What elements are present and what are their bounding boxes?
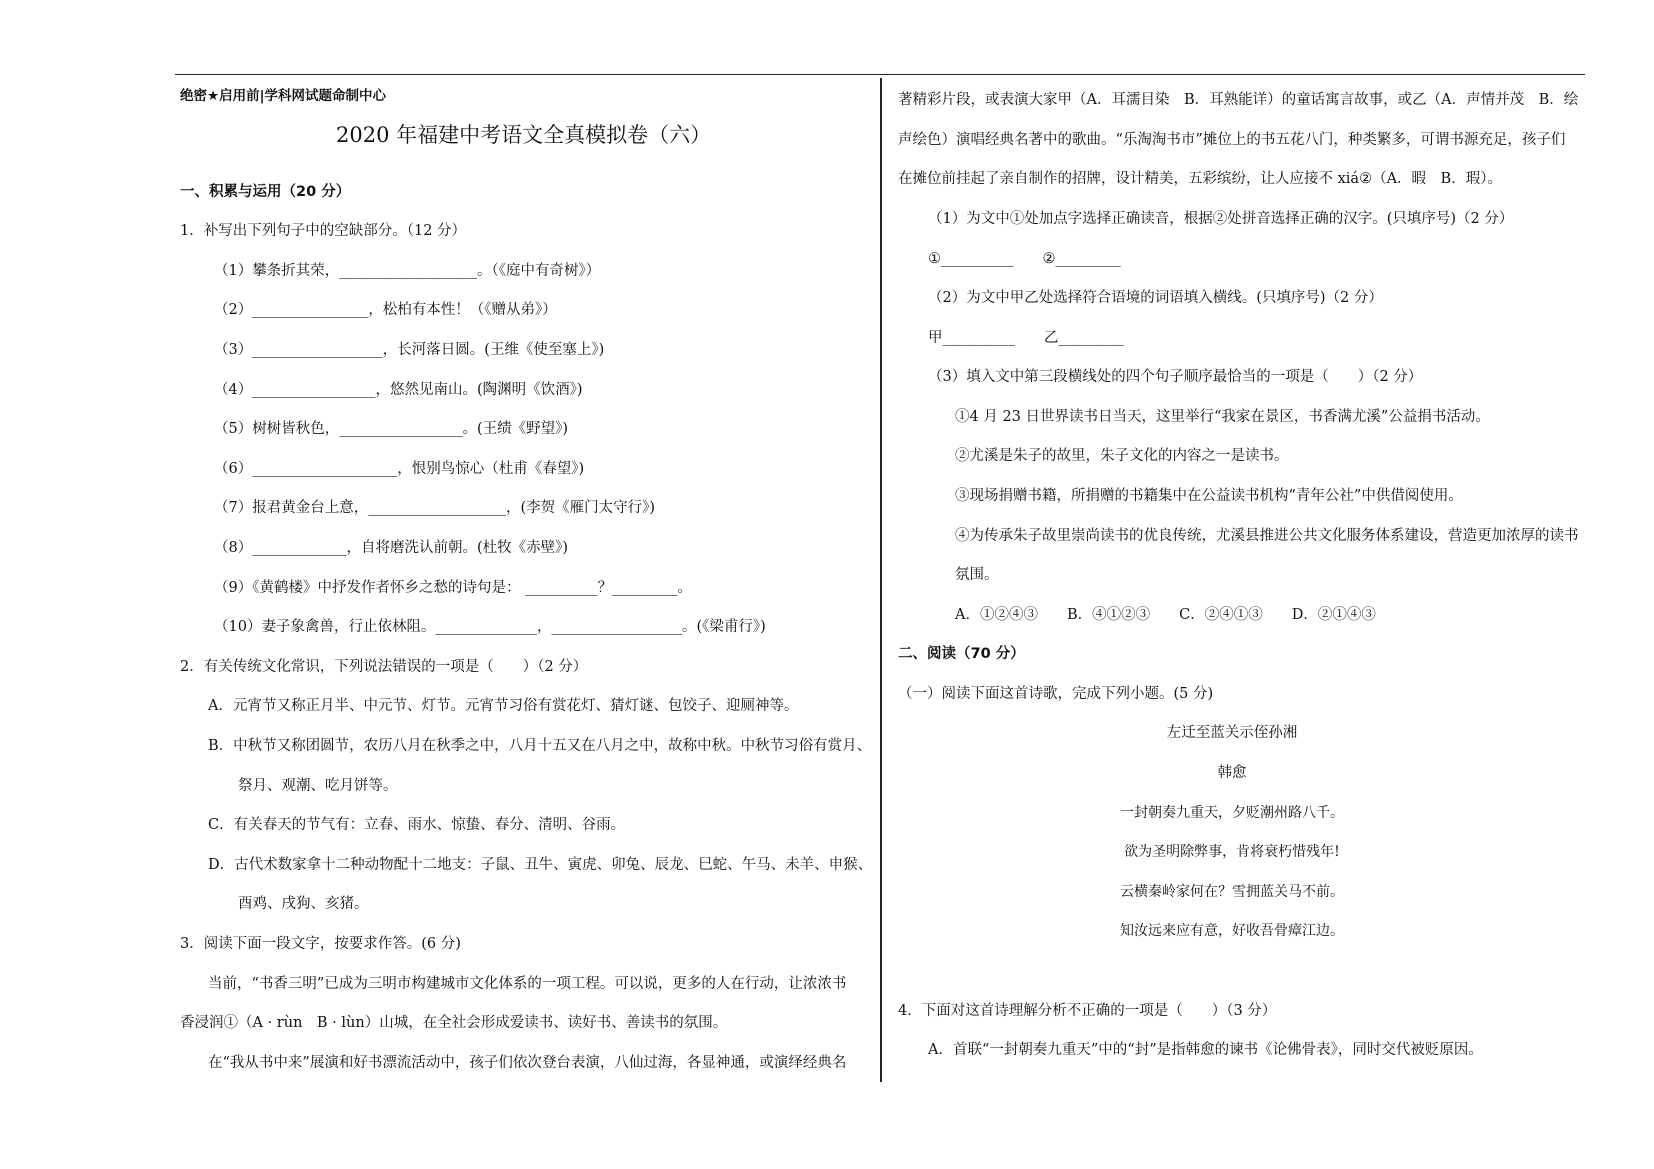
sentence-item: ③现场捐赠书籍，所捐赠的书籍集中在公益读书机构“青年公社”中供借阅使用。 bbox=[955, 488, 1463, 504]
poem-title: 左迁至蓝关示侄孙湘 bbox=[1166, 725, 1298, 741]
page-title: 2020 年福建中考语文全真模拟卷（六） bbox=[336, 123, 712, 147]
q3-passage-line: 著精彩片段，或表演大家甲（A．耳濡目染 B．耳熟能详）的童话寓言故事，或乙（A．声情并茂 B．绘 bbox=[898, 92, 1579, 108]
q3-sub1-blanks: ①__________ ②_________ bbox=[928, 251, 1121, 267]
section-2-heading: 二、阅读（70 分） bbox=[898, 646, 1025, 662]
q1-item: （7）报君黄金台上意，___________________，(李贺《雁门太守行》) bbox=[214, 500, 656, 516]
q3-passage-line: 当前，“书香三明”已成为三明市构建城市文化体系的一项工程。可以说，更多的人在行动，让浓浓书 bbox=[208, 976, 847, 992]
q2-option-cont: 祭月、观潮、吃月饼等。 bbox=[238, 778, 398, 794]
q2-option: A．元宵节又称正月半、中元节、灯节。元宵节习俗有赏花灯、猜灯谜、包饺子、迎厕神等。 bbox=[208, 698, 799, 714]
header-rule bbox=[175, 74, 1585, 75]
part-1-heading: （一）阅读下面这首诗歌，完成下列小题。(5 分) bbox=[898, 686, 1214, 702]
q1-item: （5）树树皆秋色，_________________。(王绩《野望》) bbox=[214, 421, 569, 437]
column-divider bbox=[880, 78, 882, 1082]
q3-passage-line: 在“我从书中来”展演和好书漂流活动中，孩子们依次登台表演，八仙过海，各显神通，或演绎经典名 bbox=[208, 1055, 847, 1071]
q3-sub2-blanks: 甲__________ 乙_________ bbox=[928, 330, 1124, 346]
q2-option-cont: 酉鸡、戌狗、亥猪。 bbox=[238, 896, 369, 912]
q1-item: （8）_____________，自将磨洗认前朝。(杜牧《赤壁》) bbox=[214, 540, 569, 556]
sentence-item: ④为传承朱子故里崇尚读书的优良传统，尤溪县推进公共文化服务体系建设，营造更加浓厚的读书 bbox=[955, 528, 1579, 544]
poem-line: 一封朝奏九重天，夕贬潮州路八千。 bbox=[1120, 805, 1344, 821]
sentence-item-cont: 氛围。 bbox=[955, 567, 999, 583]
sentence-item: ②尤溪是朱子的故里，朱子文化的内容之一是读书。 bbox=[955, 448, 1289, 464]
confidential-label: 绝密★启用前|学科网试题命制中心 bbox=[180, 88, 387, 104]
poem-author: 韩愈 bbox=[1217, 765, 1247, 781]
q3-sub3: （3）填入文中第三段横线处的四个句子顺序最恰当的一项是（ ）（2 分） bbox=[928, 369, 1423, 385]
q3-sub2: （2）为文中甲乙处选择符合语境的词语填入横线。(只填序号)（2 分） bbox=[928, 290, 1383, 306]
q2-option: C．有关春天的节气有：立春、雨水、惊蛰、春分、清明、谷雨。 bbox=[208, 817, 626, 833]
q3-passage-line: 香浸润①（A · rùn B · lùn）山城，在全社会形成爱读书、读好书、善读书的氛围。 bbox=[180, 1015, 728, 1031]
q3-stem: 3．阅读下面一段文字，按要求作答。(6 分) bbox=[180, 936, 461, 952]
q4-option-a: A．首联“一封朝奏九重天”中的“封”是指韩愈的谏书《论佛骨表》，同时交代被贬原因。 bbox=[928, 1042, 1483, 1058]
q1-item: （9）《黄鹤楼》中抒发作者怀乡之愁的诗句是： __________？_________。 bbox=[214, 580, 692, 596]
q3-passage-line: 在摊位前挂起了亲自制作的招牌，设计精美，五彩缤纷，让人应接不 xiá②（A．暇 B．瑕）。 bbox=[898, 171, 1502, 187]
q1-stem: 1．补写出下列句子中的空缺部分。（12 分） bbox=[180, 223, 467, 239]
sentence-item: ①4 月 23 日世界读书日当天，这里举行“我家在景区，书香满尤溪”公益捐书活动。 bbox=[955, 409, 1490, 425]
q2-stem: 2．有关传统文化常识，下列说法错误的一项是（ ）（2 分） bbox=[180, 659, 588, 675]
q1-item: （6）____________________，恨别鸟惊心（杜甫《春望》) bbox=[214, 461, 585, 477]
q1-item: （2）________________，松柏有本性！（《赠从弟》） bbox=[214, 302, 557, 318]
q4-stem: 4．下面对这首诗理解分析不正确的一项是（ ）（3 分） bbox=[898, 1003, 1277, 1019]
q3-sub1: （1）为文中①处加点字选择正确读音，根据②处拼音选择正确的汉字。(只填序号)（2 分） bbox=[928, 211, 1514, 227]
poem-line: 知汝远来应有意，好收吾骨瘴江边。 bbox=[1120, 923, 1344, 939]
q1-item: （4）_________________，悠然见南山。(陶渊明《饮酒》) bbox=[214, 382, 583, 398]
q1-item: （1）攀条折其荣，___________________。（《庭中有奇树》） bbox=[214, 263, 601, 279]
poem-line: 欲为圣明除弊事，肯将衰朽惜残年! bbox=[1124, 844, 1340, 860]
q1-item: （3）__________________，长河落日圆。(王维《使至塞上》) bbox=[214, 342, 605, 358]
section-1-heading: 一、积累与运用（20 分） bbox=[180, 184, 351, 200]
q3-sub3-options: A．①②④③ B．④①②③ C．②④①③ D．②①④③ bbox=[955, 607, 1376, 623]
q2-option: D．古代术数家拿十二种动物配十二地支：子鼠、丑牛、寅虎、卯兔、辰龙、巳蛇、午马、未羊、申猴、 bbox=[208, 857, 873, 873]
q2-option: B．中秋节又称团圆节，农历八月在秋季之中，八月十五又在八月之中，故称中秋。中秋节习俗有赏月、 bbox=[208, 738, 872, 754]
poem-line: 云横秦岭家何在？雪拥蓝关马不前。 bbox=[1120, 884, 1344, 900]
q3-passage-line: 声绘色）演唱经典名著中的歌曲。“乐淘淘书市”摊位上的书五花八门，种类繁多，可谓书源充足，孩子们 bbox=[898, 132, 1566, 148]
q1-item: （10）妻子象禽兽，行止依林阻。______________，__________________。(《梁甫行》) bbox=[214, 619, 766, 635]
